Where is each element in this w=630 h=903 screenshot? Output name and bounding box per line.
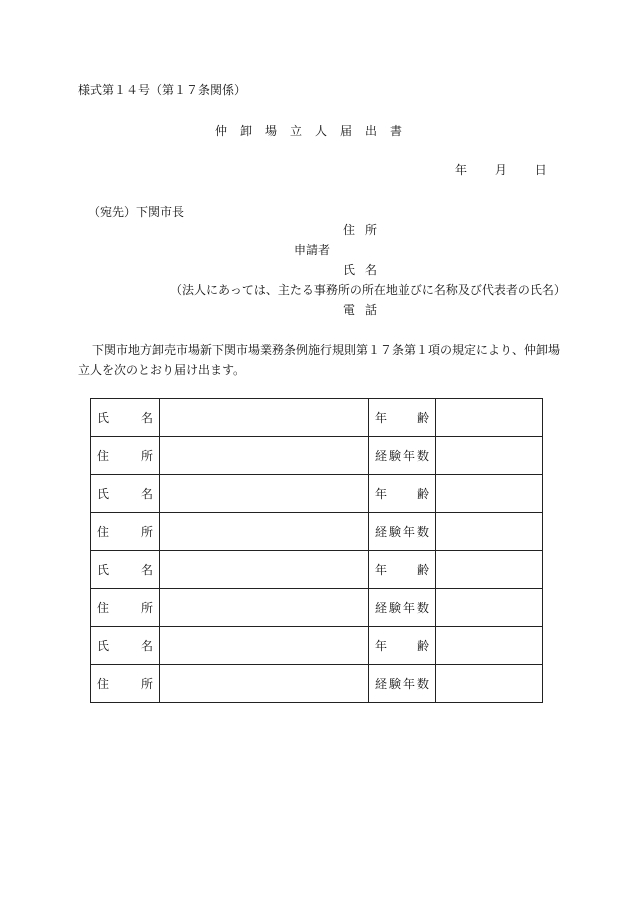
row-label-2 [369, 627, 436, 665]
row-label-text [97, 599, 153, 616]
label-char: 齢 [416, 487, 429, 501]
row-label-2-text [375, 599, 429, 616]
row-label-2-text [375, 637, 429, 654]
value-field[interactable] [160, 437, 369, 475]
roster-table [90, 398, 543, 703]
label-char: 数 [416, 677, 429, 691]
label-char: 年 [375, 411, 388, 425]
label-char: 年 [375, 639, 388, 653]
label-char: 住 [97, 601, 110, 615]
label-char: 名 [140, 487, 153, 501]
row-label-text [97, 409, 153, 426]
value-field[interactable] [160, 627, 369, 665]
row-label-2 [369, 589, 436, 627]
row-label-2-text [375, 447, 429, 464]
row-label-2 [369, 665, 436, 703]
label-char: 験 [388, 677, 401, 691]
row-label [91, 399, 160, 437]
label-char: 経 [375, 601, 388, 615]
label-char: 年 [402, 525, 415, 539]
row-label [91, 665, 160, 703]
value-field[interactable] [160, 589, 369, 627]
table-row [91, 589, 543, 627]
value-field-2[interactable] [436, 589, 543, 627]
applicant-name-label: 氏名 [343, 263, 388, 277]
row-label-text [97, 675, 153, 692]
label-char: 数 [416, 525, 429, 539]
row-label-2-text [375, 561, 429, 578]
label-char: 年 [375, 563, 388, 577]
label-char: 験 [388, 449, 401, 463]
label-char: 所 [140, 677, 153, 691]
row-label-2 [369, 437, 436, 475]
label-char: 氏 [97, 563, 110, 577]
addressee: （宛先）下関市長 [88, 205, 185, 219]
applicant-phone-label: 電話 [343, 303, 388, 317]
row-label-text [97, 637, 153, 654]
value-field-2[interactable] [436, 475, 543, 513]
row-label [91, 513, 160, 551]
label-char: 齢 [416, 639, 429, 653]
row-label-text [97, 561, 153, 578]
body-text: 下関市地方卸売市場新下関市場業務条例施行規則第１７条第１項の規定により、仲卸場立人を次のとおり届け出ます。 [78, 343, 561, 377]
label-char: 経 [375, 525, 388, 539]
form-number: 様式第１４号（第１７条関係） [78, 83, 247, 97]
table-row [91, 399, 543, 437]
document-title: 仲卸場立人届出書 [214, 124, 415, 138]
row-label-2 [369, 513, 436, 551]
date-line [455, 161, 547, 178]
table-row [91, 513, 543, 551]
value-field-2[interactable] [436, 399, 543, 437]
date-year: 年 [455, 163, 468, 177]
label-char: 年 [402, 449, 415, 463]
value-field[interactable] [160, 475, 369, 513]
label-char: 住 [97, 525, 110, 539]
row-label-2 [369, 475, 436, 513]
label-char: 数 [416, 601, 429, 615]
row-label [91, 627, 160, 665]
table-row [91, 665, 543, 703]
corporate-note: （法人にあっては、主たる事務所の所在地並びに名称及び代表者の氏名） [170, 283, 566, 297]
applicant-address-label: 住所 [343, 223, 388, 237]
row-label [91, 437, 160, 475]
table-row [91, 551, 543, 589]
row-label-2-text [375, 485, 429, 502]
label-char: 氏 [97, 411, 110, 425]
date-day: 日 [534, 163, 547, 177]
label-char: 年 [402, 677, 415, 691]
label-char: 験 [388, 601, 401, 615]
value-field[interactable] [160, 665, 369, 703]
label-char: 住 [97, 449, 110, 463]
value-field-2[interactable] [436, 627, 543, 665]
label-char: 氏 [97, 487, 110, 501]
label-char: 名 [140, 563, 153, 577]
row-label-2 [369, 551, 436, 589]
label-char: 年 [402, 601, 415, 615]
table-row [91, 437, 543, 475]
row-label-text [97, 447, 153, 464]
label-char: 所 [140, 449, 153, 463]
row-label-2-text [375, 675, 429, 692]
value-field-2[interactable] [436, 437, 543, 475]
row-label-2-text [375, 409, 429, 426]
table-row [91, 627, 543, 665]
value-field[interactable] [160, 399, 369, 437]
value-field-2[interactable] [436, 513, 543, 551]
label-char: 経 [375, 449, 388, 463]
label-char: 氏 [97, 639, 110, 653]
row-label-text [97, 485, 153, 502]
value-field-2[interactable] [436, 665, 543, 703]
label-char: 齢 [416, 563, 429, 577]
label-char: 名 [140, 411, 153, 425]
table-row [91, 475, 543, 513]
row-label-2-text [375, 523, 429, 540]
label-char: 験 [388, 525, 401, 539]
row-label [91, 475, 160, 513]
value-field[interactable] [160, 513, 369, 551]
label-char: 齢 [416, 411, 429, 425]
label-char: 数 [416, 449, 429, 463]
value-field[interactable] [160, 551, 369, 589]
row-label-2 [369, 399, 436, 437]
row-label [91, 589, 160, 627]
row-label [91, 551, 160, 589]
value-field-2[interactable] [436, 551, 543, 589]
label-char: 住 [97, 677, 110, 691]
applicant-label: 申請者 [294, 243, 331, 257]
label-char: 経 [375, 677, 388, 691]
label-char: 年 [375, 487, 388, 501]
row-label-text [97, 523, 153, 540]
label-char: 所 [140, 525, 153, 539]
label-char: 所 [140, 601, 153, 615]
label-char: 名 [140, 639, 153, 653]
date-month: 月 [494, 163, 507, 177]
